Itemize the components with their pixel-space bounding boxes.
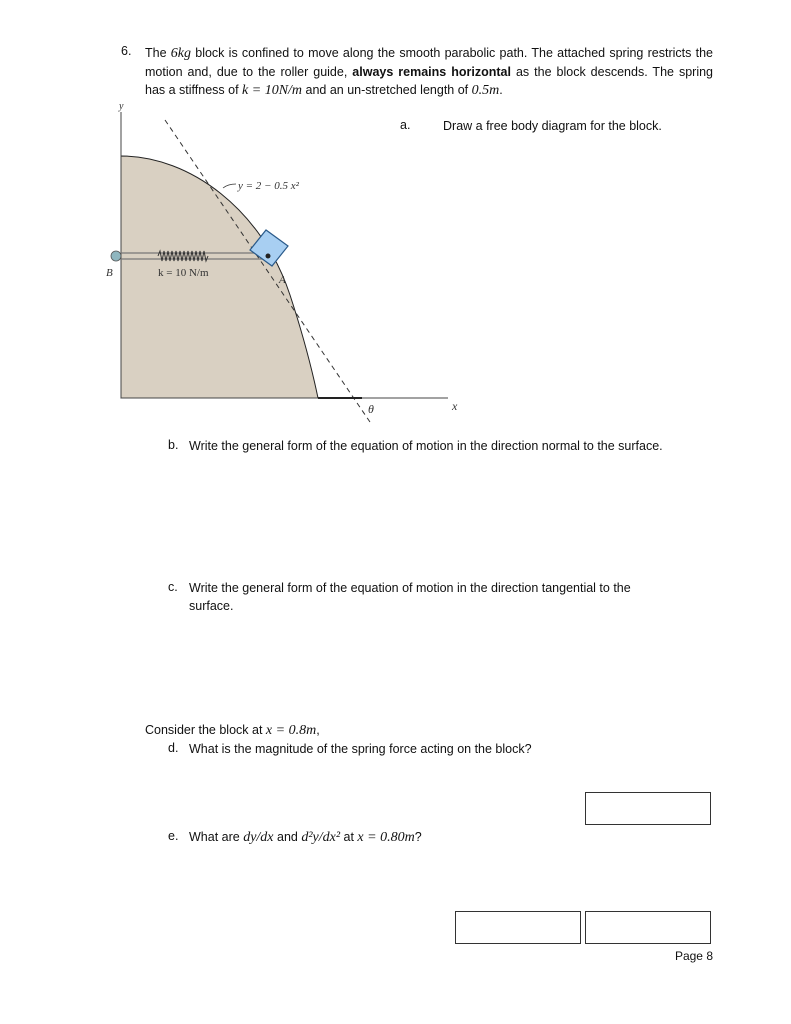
curve-equation-label: y = 2 − 0.5 x² — [238, 180, 299, 192]
consider-statement — [145, 722, 320, 739]
problem-text-2: block is confined to move along the smooth parabolic path. The attached spring restricts the motion and, due to the roller guide, — [145, 46, 713, 79]
problem-text-4: and an un-stretched length of — [302, 83, 472, 97]
mass-value: 6kg — [170, 46, 191, 61]
stiffness-value: k = 10N/m — [242, 83, 303, 98]
problem-text-3: as the block descends. The spring has a stiffness of — [145, 65, 714, 97]
part-d-text: What is the magnitude of the spring force acting on the block? — [189, 742, 532, 756]
problem-text-1: The — [145, 46, 171, 60]
answer-box-e-dydx[interactable] — [455, 911, 581, 944]
part-e-xvalue: x = 0.80m — [357, 830, 415, 845]
part-b-text: Write the general form of the equation of motion in the direction normal to the surface. — [189, 439, 663, 453]
problem-bold: always remains horizontal — [352, 65, 511, 79]
problem-statement — [145, 44, 713, 100]
problem-figure — [100, 98, 480, 433]
part-c-text-line1: Write the general form of the equation of motion in the direction tangential to the — [189, 581, 631, 595]
part-c-letter: c. — [168, 580, 178, 594]
consider-text: Consider the block at — [145, 723, 266, 737]
question-number: 6. — [121, 44, 132, 58]
angle-label: θ — [368, 402, 374, 416]
part-e-letter: e. — [168, 829, 179, 843]
consider-comma: , — [316, 723, 320, 737]
part-b-letter: b. — [168, 438, 179, 452]
point-b-label: B — [106, 267, 113, 279]
part-a-text: Draw a free body diagram for the block. — [443, 119, 662, 133]
y-axis-label: y — [119, 101, 124, 112]
curve-label-leader — [223, 184, 236, 188]
consider-math: x = 0.8m — [265, 723, 317, 738]
x-axis-label: x — [452, 399, 458, 413]
part-e-text-1: What are — [189, 830, 244, 844]
part-d-letter: d. — [168, 741, 179, 755]
part-a-letter: a. — [400, 118, 411, 132]
roller-connection — [266, 254, 271, 259]
answer-box-d[interactable] — [585, 792, 711, 825]
point-a-label: A — [279, 274, 286, 286]
parabola-region — [121, 156, 318, 398]
part-e-text-4: ? — [414, 830, 422, 844]
part-e-d2ydx2: d²y/dx² — [301, 830, 341, 845]
problem-text-5: . — [499, 83, 503, 97]
answer-box-e-d2ydx2[interactable] — [585, 911, 711, 944]
part-e-text-2: and — [273, 830, 302, 844]
length-value: 0.5m — [471, 83, 500, 98]
part-e-text-3: at — [340, 830, 358, 844]
part-e-text — [189, 829, 422, 846]
part-e-dydx: dy/dx — [243, 830, 274, 845]
part-c-text-line2: surface. — [189, 599, 234, 613]
support-pin — [111, 251, 121, 261]
page-number: Page 8 — [674, 949, 713, 963]
spring-constant-label: k = 10 N/m — [158, 267, 209, 279]
